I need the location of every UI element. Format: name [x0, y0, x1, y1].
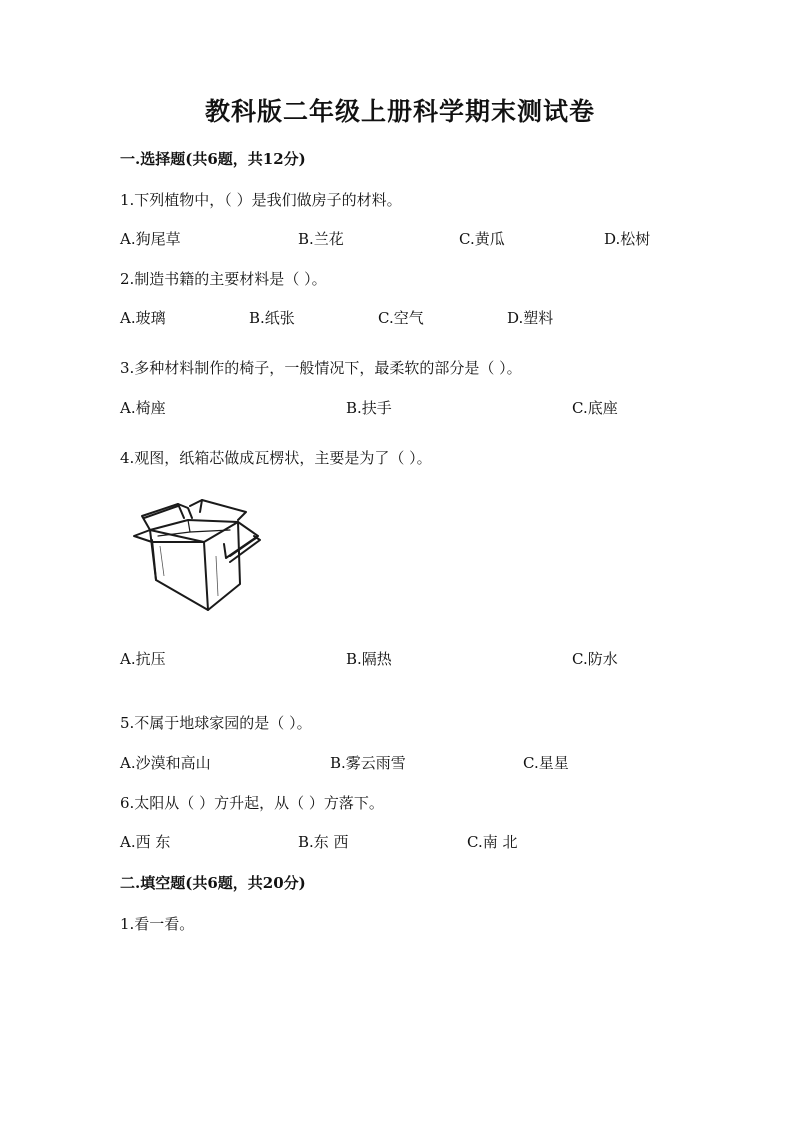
cardboard-box-figure: [130, 496, 270, 616]
question-2-option-c: C.空气: [378, 309, 424, 327]
question-6-option-b: B.东 西: [298, 833, 349, 851]
page-title: 教科版二年级上册科学期末测试卷: [204, 97, 595, 126]
question-4-option-c: C.防水: [572, 650, 618, 668]
question-4-text: 4.观图，纸箱芯做成瓦楞状，主要是为了（ ）。: [120, 449, 432, 467]
question-1-option-b: B.兰花: [298, 230, 344, 248]
question-4-option-a: A.抗压: [120, 650, 166, 668]
section-heading-choice: 一.选择题(共6题，共12分): [120, 150, 306, 168]
question-2-option-b: B.纸张: [249, 309, 295, 327]
question-6-option-a: A.西 东: [120, 833, 171, 851]
question-3-option-a: A.椅座: [120, 399, 166, 417]
question-3-option-b: B.扶手: [346, 399, 392, 417]
question-4-option-b: B.隔热: [346, 650, 392, 668]
question-5-option-c: C.星星: [523, 754, 569, 772]
question-2-text: 2.制造书籍的主要材料是（ ）。: [120, 270, 327, 288]
question-5-option-b: B.雾云雨雪: [330, 754, 406, 772]
question-6-option-c: C.南 北: [467, 833, 518, 851]
question-3-option-c: C.底座: [572, 399, 618, 417]
section-heading-fill: 二.填空题(共6题，共20分): [120, 874, 306, 892]
section2-question-1-text: 1.看一看。: [120, 915, 195, 933]
question-1-text: 1.下列植物中，（ ）是我们做房子的材料。: [120, 191, 402, 209]
question-5-option-a: A.沙漠和高山: [120, 754, 211, 772]
question-3-text: 3.多种材料制作的椅子，一般情况下，最柔软的部分是（ ）。: [120, 359, 522, 377]
question-2-option-a: A.玻璃: [120, 309, 166, 327]
question-5-text: 5.不属于地球家园的是（ ）。: [120, 714, 312, 732]
question-1-option-a: A.狗尾草: [120, 230, 181, 248]
question-6-text: 6.太阳从（ ）方升起，从（ ）方落下。: [120, 794, 384, 812]
question-2-option-d: D.塑料: [507, 309, 554, 327]
question-1-option-c: C.黄瓜: [459, 230, 505, 248]
question-1-option-d: D.松树: [604, 230, 651, 248]
